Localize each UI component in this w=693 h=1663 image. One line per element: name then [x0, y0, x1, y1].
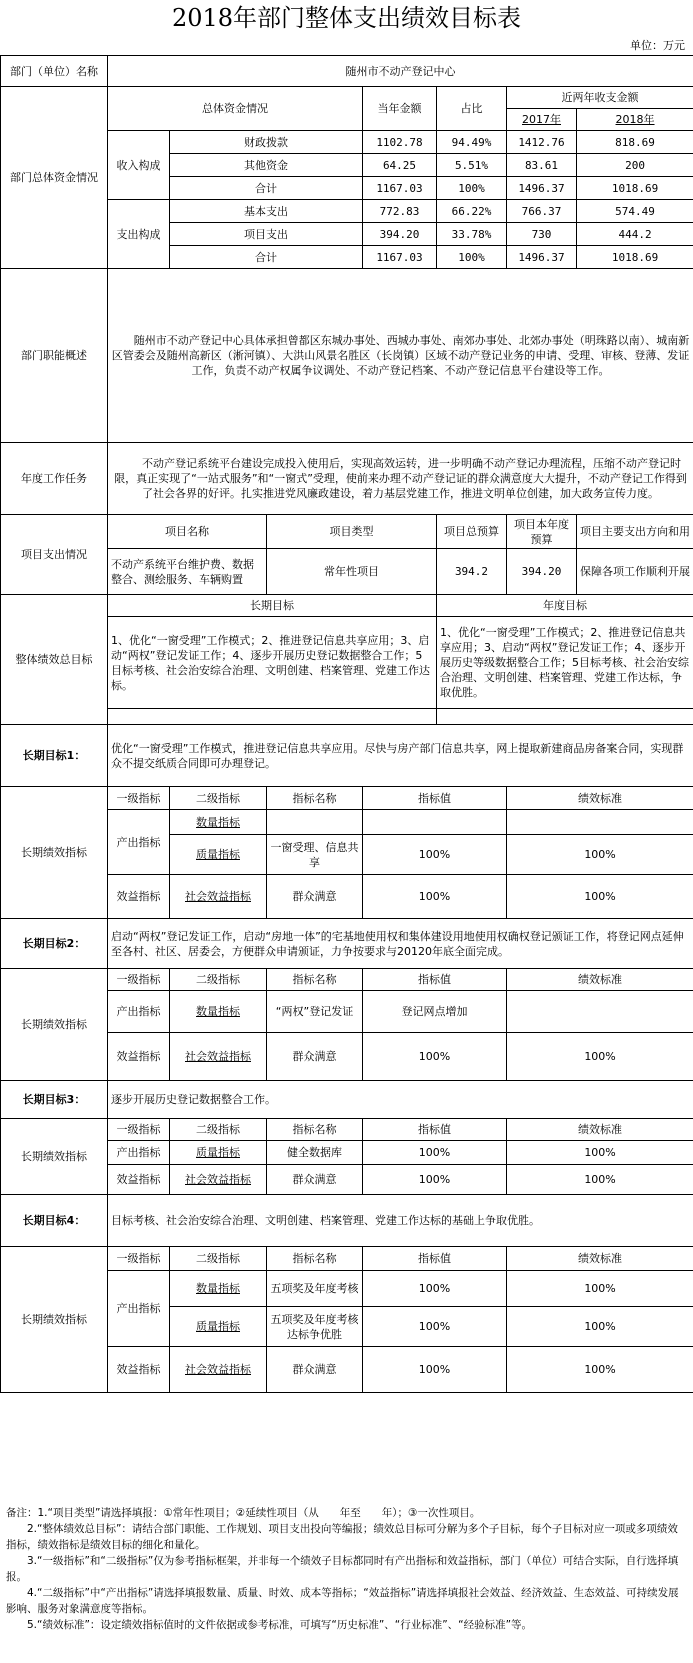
expense-2017: 730: [507, 223, 577, 246]
hdr-value: 指标值: [363, 1247, 507, 1271]
note-item: 2.“整体绩效总目标”：请结合部门职能、工作规划、项目支出投向等编报；绩效总目标可分解为多个子目标，每个子目标对应一项或多项绩效指标，绩效指标是绩效目标的细化和量化。: [6, 1523, 678, 1551]
income-amount: 64.25: [363, 154, 437, 177]
expense-amount: 394.20: [363, 223, 437, 246]
funding-section-label: 部门总体资金情况: [1, 87, 108, 269]
expense-name: 合计: [170, 246, 363, 269]
hdr-value: 指标值: [363, 1119, 507, 1141]
notes: [0, 1503, 693, 1635]
project-label: 项目支出情况: [1, 515, 108, 595]
hdr-std: 绩效标准: [507, 969, 693, 991]
hdr-l2: 二级指标: [170, 787, 267, 810]
goal3-r2-std: 100%: [507, 1165, 693, 1195]
goal1-r2-l2: 质量指标: [196, 848, 240, 861]
expense-name: 项目支出: [170, 223, 363, 246]
expense-2018: 574.49: [577, 200, 693, 223]
goal4-r2-std: 100%: [507, 1307, 693, 1347]
hdr-name: 指标名称: [267, 787, 363, 810]
note-item: 3.“一级指标”和“二级指标”仅为参考指标框架，并非每一个绩效子目标都同时有产出指标和效益指标，部门（单位）可结合实际，自行选择填报。: [6, 1555, 679, 1583]
expense-2017: 766.37: [507, 200, 577, 223]
goal1-r3-l2: 社会效益指标: [185, 890, 251, 903]
hdr-std: 绩效标准: [507, 1119, 693, 1141]
income-2017: 83.61: [507, 154, 577, 177]
hdr-value: 指标值: [363, 969, 507, 991]
goal3-eff-label: 效益指标: [108, 1165, 170, 1195]
income-name: 合计: [170, 177, 363, 200]
goal4-out-label: 产出指标: [108, 1271, 170, 1347]
goal2-r1-name: “两权”登记发证: [267, 991, 363, 1033]
expense-2018: 1018.69: [577, 246, 693, 269]
goal1-r3-std: 100%: [507, 875, 693, 919]
income-ratio: 100%: [437, 177, 507, 200]
goal4-r1-value: 100%: [363, 1271, 507, 1307]
goal4-r3-l2: 社会效益指标: [185, 1363, 251, 1376]
year-2018-header: 2018年: [615, 113, 655, 126]
goal1-r2-name: 一窗受理、信息共享: [267, 835, 363, 875]
goal2-r1-value: 登记网点增加: [363, 991, 507, 1033]
year-2017-header: 2017年: [522, 113, 561, 126]
project-h-name: 项目名称: [108, 515, 267, 549]
goal2-r1-l2: 数量指标: [196, 1005, 240, 1018]
annual-label: 年度工作任务: [1, 443, 108, 515]
income-2018: 1018.69: [577, 177, 693, 200]
income-ratio: 94.49%: [437, 131, 507, 154]
hdr-std: 绩效标准: [507, 1247, 693, 1271]
duties-label: 部门职能概述: [1, 269, 108, 443]
project-use: 保障各项工作顺利开展: [577, 549, 693, 595]
expense-name: 基本支出: [170, 200, 363, 223]
hdr-value: 指标值: [363, 787, 507, 810]
main-table: [0, 55, 693, 1393]
income-name: 财政拨款: [170, 131, 363, 154]
goal4-r2-name: 五项奖及年度考核达标争优胜: [267, 1307, 363, 1347]
expense-amount: 1167.03: [363, 246, 437, 269]
hdr-l2: 二级指标: [170, 1119, 267, 1141]
income-2017: 1412.76: [507, 131, 577, 154]
note-item: 4.“二级指标”中“产出指标”请选择填报数量、质量、时效、成本等指标；“效益指标”请选择填报社会效益、经济效益、生态效益、可持续发展影响、服务对象满意度等指标。: [6, 1587, 679, 1615]
funding-header-recent: 近两年收支金额: [507, 87, 693, 109]
overall-label: 整体绩效总目标: [1, 595, 108, 725]
dept-label: 部门（单位）名称: [1, 56, 108, 87]
dept-name: 随州市不动产登记中心: [108, 56, 693, 87]
goal1-r2-std: 100%: [507, 835, 693, 875]
goal4-r3-value: 100%: [363, 1347, 507, 1393]
expense-ratio: 100%: [437, 246, 507, 269]
goal1-r2-value: 100%: [363, 835, 507, 875]
funding-header-current: 当年金额: [363, 87, 437, 131]
overall-h-year: 年度目标: [437, 595, 693, 617]
goal4-r1-std: 100%: [507, 1271, 693, 1307]
goal2-eff-label: 效益指标: [108, 1033, 170, 1081]
goal2-out-label: 产出指标: [108, 991, 170, 1033]
unit-label: 单位：万元: [630, 39, 685, 52]
note-item: 备注：1.“项目类型”请选择填报：①常年性项目；②延续性项目（从 年至 年）；③一次性项目。: [6, 1507, 481, 1519]
goal3-r2-name: 群众满意: [267, 1165, 363, 1195]
overall-long-text: 1、优化“一窗受理”工作模式；2、推进登记信息共享应用；3、启动“两权”登记发证工作；4、逐步开展历史登记数据整合工作；5目标考核、社会治安综合治理、文明创建、档案管理、党建工作达标。: [108, 617, 437, 709]
goal4-indicator-label: 长期绩效指标: [1, 1247, 108, 1393]
goal1-r3-value: 100%: [363, 875, 507, 919]
project-h-year: 项目本年度预算: [507, 515, 577, 549]
goal3-r2-l2: 社会效益指标: [185, 1173, 251, 1186]
goal2-r2-name: 群众满意: [267, 1033, 363, 1081]
income-2018: 200: [577, 154, 693, 177]
income-2017: 1496.37: [507, 177, 577, 200]
goal3-r1-name: 健全数据库: [267, 1141, 363, 1165]
goal3-indicator-label: 长期绩效指标: [1, 1119, 108, 1195]
duties-text: 随州市不动产登记中心具体承担曾都区东城办事处、西城办事处、南郊办事处、北郊办事处（明珠路以南）、城南新区管委会及随州高新区（淅河镇）、大洪山风景名胜区（长岗镇）区域不动产登记业务的申请、受理、审核、登薄、发证工作，负责不动产权属争议调处、不动产登记档案、不动产登记信息平台建设等工作。: [108, 269, 693, 443]
goal2-r2-std: 100%: [507, 1033, 693, 1081]
goal3-r2-value: 100%: [363, 1165, 507, 1195]
goal2-r2-l2: 社会效益指标: [185, 1050, 251, 1063]
project-name: 不动产系统平台维护费、数据整合、测绘服务、车辆购置: [108, 549, 267, 595]
page-title: 2018年部门整体支出绩效目标表: [171, 4, 522, 32]
expense-2018: 444.2: [577, 223, 693, 246]
goal4-eff-label: 效益指标: [108, 1347, 170, 1393]
hdr-l1: 一级指标: [108, 1119, 170, 1141]
goal4-r1-name: 五项奖及年度考核: [267, 1271, 363, 1307]
goal1-out-label: 产出指标: [108, 810, 170, 875]
project-h-use: 项目主要支出方向和用: [577, 515, 693, 549]
income-amount: 1167.03: [363, 177, 437, 200]
hdr-l1: 一级指标: [108, 969, 170, 991]
project-h-type: 项目类型: [267, 515, 437, 549]
goal4-r3-std: 100%: [507, 1347, 693, 1393]
goal3-r1-std: 100%: [507, 1141, 693, 1165]
expense-ratio: 33.78%: [437, 223, 507, 246]
overall-h-long: 长期目标: [108, 595, 437, 617]
hdr-name: 指标名称: [267, 969, 363, 991]
hdr-l1: 一级指标: [108, 787, 170, 810]
goal3-r1-value: 100%: [363, 1141, 507, 1165]
funding-header-overall: 总体资金情况: [108, 87, 363, 131]
income-2018: 818.69: [577, 131, 693, 154]
expense-2017: 1496.37: [507, 246, 577, 269]
goal3-text: 逐步开展历史登记数据整合工作。: [108, 1081, 693, 1119]
goal3-out-label: 产出指标: [108, 1141, 170, 1165]
goal4-r2-l2: 质量指标: [196, 1320, 240, 1333]
expense-label: 支出构成: [108, 200, 170, 269]
goal3-r1-l2: 质量指标: [196, 1146, 240, 1159]
note-item: 5.“绩效标准”：设定绩效指标值时的文件依据或参考标准，可填写“历史标准”、“行业标准”、“经验标准”等。: [27, 1619, 533, 1631]
income-name: 其他资金: [170, 154, 363, 177]
goal3-label: 长期目标3：: [1, 1081, 108, 1119]
goal2-text: 启动“两权”登记发证工作，启动“房地一体”的宅基地使用权和集体建设用地使用权确权登记颁证工作，将登记网点延伸至各村、社区、居委会，方便群众申请颁证，力争按要求与20120年底全面完成。: [108, 919, 693, 969]
goal1-text: 优化“一窗受理”工作模式，推进登记信息共享应用。尽快与房产部门信息共享，网上提取新建商品房备案合同，实现群众不提交纸质合同即可办理登记。: [108, 725, 693, 787]
goal1-indicator-label: 长期绩效指标: [1, 787, 108, 919]
goal1-r1-l2: 数量指标: [196, 815, 240, 829]
goal1-label: 长期目标1：: [1, 725, 108, 787]
funding-header-ratio: 占比: [437, 87, 507, 131]
goal4-label: 长期目标4：: [1, 1195, 108, 1247]
goal4-r2-value: 100%: [363, 1307, 507, 1347]
goal4-r3-name: 群众满意: [267, 1347, 363, 1393]
hdr-name: 指标名称: [267, 1247, 363, 1271]
goal1-r3-name: 群众满意: [267, 875, 363, 919]
project-h-total: 项目总预算: [437, 515, 507, 549]
hdr-l2: 二级指标: [170, 969, 267, 991]
income-amount: 1102.78: [363, 131, 437, 154]
expense-ratio: 66.22%: [437, 200, 507, 223]
project-year: 394.20: [507, 549, 577, 595]
hdr-name: 指标名称: [267, 1119, 363, 1141]
goal2-r2-value: 100%: [363, 1033, 507, 1081]
project-total: 394.2: [437, 549, 507, 595]
hdr-std: 绩效标准: [507, 787, 693, 810]
goal2-label: 长期目标2：: [1, 919, 108, 969]
overall-year-text: 1、优化“一窗受理”工作模式；2、推进登记信息共享应用；3、启动“两权”登记发证工作；4、逐步开展历史等级数据整合工作；5目标考核、社会治安综合治理、文明创建、档案管理、党建工作达标，争取优胜。: [437, 617, 693, 709]
goal2-indicator-label: 长期绩效指标: [1, 969, 108, 1081]
expense-amount: 772.83: [363, 200, 437, 223]
project-type: 常年性项目: [267, 549, 437, 595]
goal4-r1-l2: 数量指标: [196, 1282, 240, 1295]
hdr-l1: 一级指标: [108, 1247, 170, 1271]
hdr-l2: 二级指标: [170, 1247, 267, 1271]
income-ratio: 5.51%: [437, 154, 507, 177]
income-label: 收入构成: [108, 131, 170, 200]
annual-text: 不动产登记系统平台建设完成投入使用后，实现高效运转，进一步明确不动产登记办理流程，压缩不动产登记时限，真正实现了“一站式服务”和“一窗式”受理，使前来办理不动产登记证的群众满意度大大提升，不动产登记工作得到了社会各界的好评。扎实推进党风廉政建设，着力基层党建工作，推进文明单位创建，加大政务宣传力度。: [108, 443, 693, 515]
goal4-text: 目标考核、社会治安综合治理、文明创建、档案管理、党建工作达标的基础上争取优胜。: [108, 1195, 693, 1247]
goal1-eff-label: 效益指标: [108, 875, 170, 919]
